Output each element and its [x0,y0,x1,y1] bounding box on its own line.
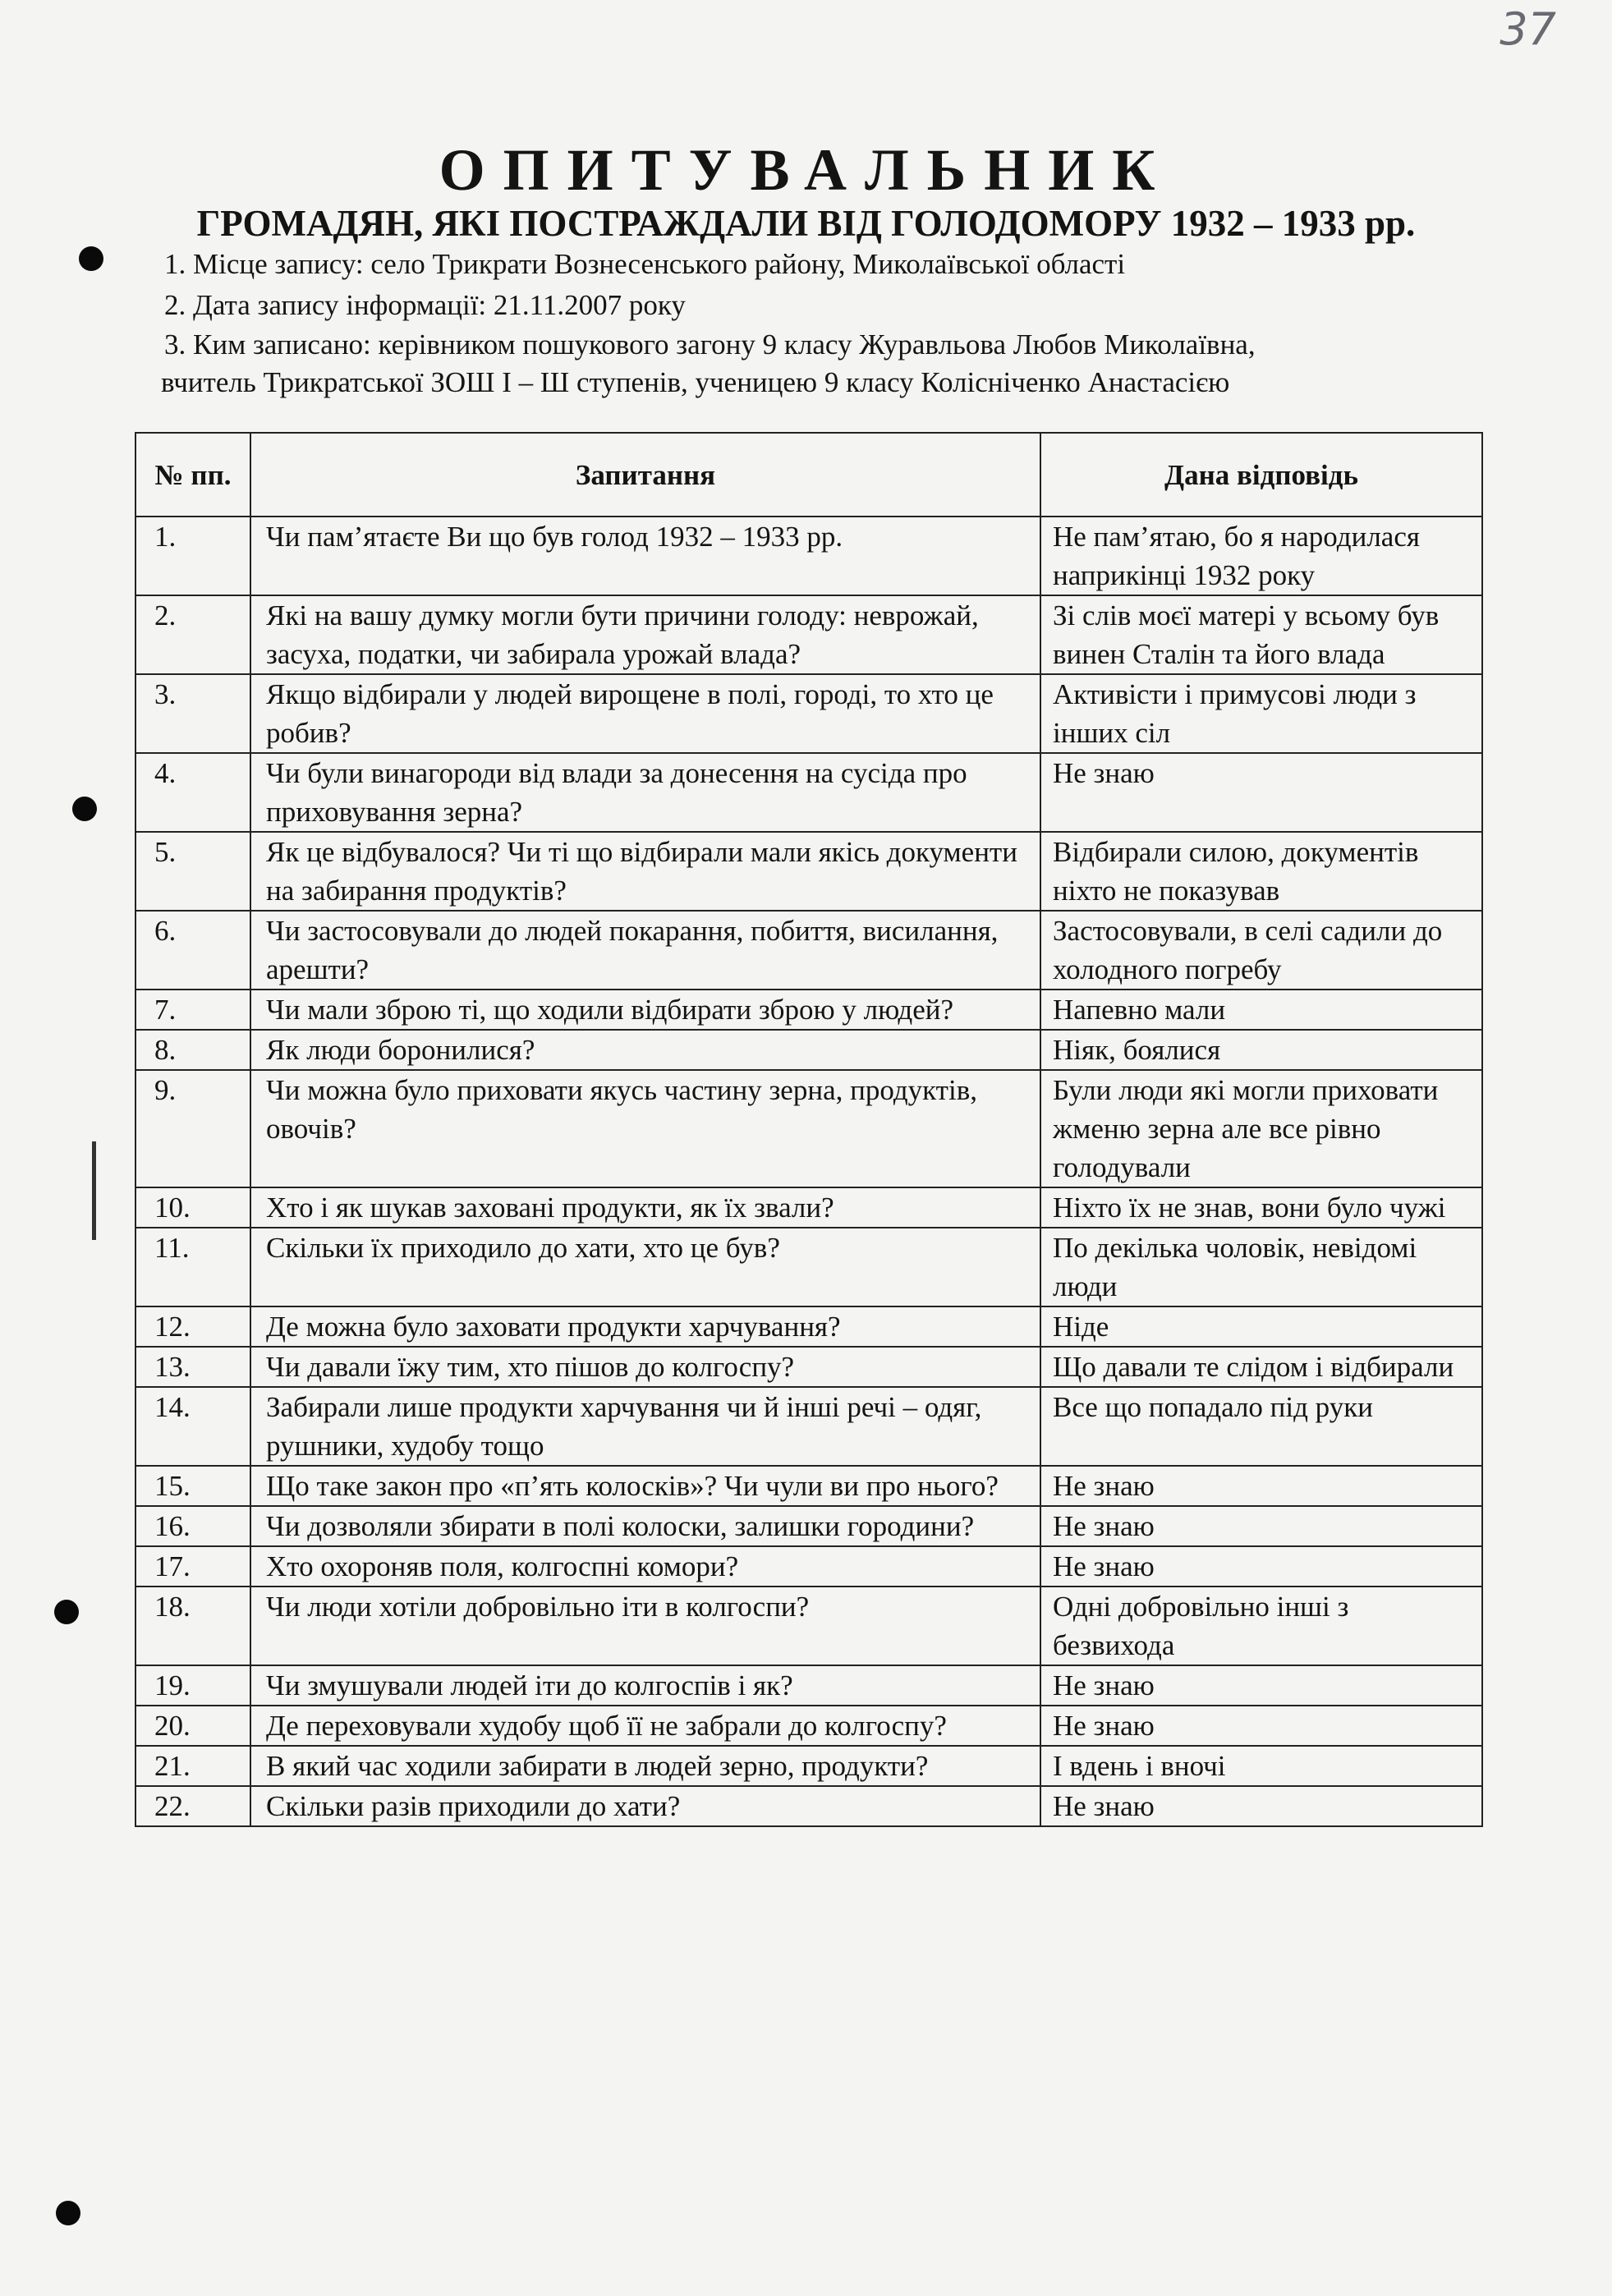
row-number: 12. [135,1306,250,1347]
row-answer: Не знаю [1040,1546,1482,1587]
table-row [135,517,1482,595]
meta-date: 2. Дата запису інформації: 21.11.2007 року [164,289,686,321]
row-question: Забирали лише продукти харчування чи й інші речі – одяг, рушники, худобу тощо [250,1387,1040,1466]
table-row [135,1506,1482,1546]
questionnaire-table [135,432,1483,1827]
row-number: 4. [135,753,250,832]
column-header-question: Запитання [250,433,1040,517]
row-answer: Не знаю [1040,1466,1482,1506]
row-number: 10. [135,1187,250,1228]
document-title: ОПИТУВАЛЬНИК [439,137,1173,203]
row-number: 8. [135,1030,250,1070]
row-number: 3. [135,674,250,753]
row-question: Хто охороняв поля, колгоспні комори? [250,1546,1040,1587]
row-answer: Не знаю [1040,1786,1482,1826]
row-number: 20. [135,1706,250,1746]
row-question: Скільки їх приходило до хати, хто це був? [250,1228,1040,1306]
row-number: 22. [135,1786,250,1826]
meta-author-continued: вчитель Трикратської ЗОШ І – Ш ступенів, ученицею 9 класу Колісніченко Анастасією [161,366,1230,398]
row-answer: Не знаю [1040,1706,1482,1746]
table-row [135,753,1482,832]
table-row [135,1746,1482,1786]
row-answer: Не знаю [1040,1665,1482,1706]
meta-place: 1. Місце запису: село Трикрати Вознесенського району, Миколаївської області [164,248,1126,280]
row-answer: І вдень і вночі [1040,1746,1482,1786]
row-answer: Одні добровільно інші з безвихода [1040,1587,1482,1665]
row-question: Чи дозволяли збирати в полі колоски, залишки городини? [250,1506,1040,1546]
table-row [135,1347,1482,1387]
table-row [135,1706,1482,1746]
table-row [135,1546,1482,1587]
row-question: Чи мали зброю ті, що ходили відбирати зброю у людей? [250,990,1040,1030]
row-number: 19. [135,1665,250,1706]
row-answer: Ніде [1040,1306,1482,1347]
row-question: Чи люди хотіли добровільно іти в колгоспи? [250,1587,1040,1665]
row-question: Якщо відбирали у людей вирощене в полі, городі, то хто це робив? [250,674,1040,753]
row-question: Які на вашу думку могли бути причини голоду: неврожай, засуха, податки, чи забирала урожай влада? [250,595,1040,674]
table-row [135,911,1482,990]
row-number: 21. [135,1746,250,1786]
row-question: Хто і як шукав заховані продукти, як їх звали? [250,1187,1040,1228]
row-question: Чи були винагороди від влади за донесення на сусіда про приховування зерна? [250,753,1040,832]
table-row [135,1587,1482,1665]
column-header-number: № пп. [135,433,250,517]
punch-hole [79,246,103,271]
row-number: 7. [135,990,250,1030]
row-question: Чи пам’ятаєте Ви що був голод 1932 – 1933 рр. [250,517,1040,595]
row-answer: Все що попадало під руки [1040,1387,1482,1466]
row-answer: Що давали те слідом і відбирали [1040,1347,1482,1387]
table-row [135,832,1482,911]
row-number: 17. [135,1546,250,1587]
table-row [135,1665,1482,1706]
table-row [135,1228,1482,1306]
row-answer: Відбирали силою, документів ніхто не показував [1040,832,1482,911]
row-number: 13. [135,1347,250,1387]
table-row [135,1030,1482,1070]
binder-mark [92,1141,96,1240]
row-number: 5. [135,832,250,911]
row-question: Де можна було заховати продукти харчування? [250,1306,1040,1347]
row-number: 15. [135,1466,250,1506]
row-answer: Ніхто їх не знав, вони було чужі [1040,1187,1482,1228]
row-number: 18. [135,1587,250,1665]
row-question: Як це відбувалося? Чи ті що відбирали мали якісь документи на забирання продуктів? [250,832,1040,911]
row-number: 2. [135,595,250,674]
row-question: Де переховували худобу щоб її не забрали до колгоспу? [250,1706,1040,1746]
row-question: В який час ходили забирати в людей зерно, продукти? [250,1746,1040,1786]
row-answer: Не знаю [1040,753,1482,832]
row-number: 14. [135,1387,250,1466]
row-question: Що таке закон про «п’ять колосків»? Чи чули ви про нього? [250,1466,1040,1506]
table-header-row [135,433,1482,517]
table-row [135,1187,1482,1228]
row-question: Чи можна було приховати якусь частину зерна, продуктів, овочів? [250,1070,1040,1187]
row-question: Скільки разів приходили до хати? [250,1786,1040,1826]
table-row [135,674,1482,753]
row-number: 6. [135,911,250,990]
punch-hole [56,2201,80,2225]
row-number: 1. [135,517,250,595]
column-header-answer: Дана відповідь [1040,433,1482,517]
row-answer: По декілька чоловік, невідомі люди [1040,1228,1482,1306]
table-row [135,595,1482,674]
punch-hole [54,1600,79,1624]
row-question: Чи змушували людей іти до колгоспів і як? [250,1665,1040,1706]
document-subtitle: ГРОМАДЯН, ЯКІ ПОСТРАЖДАЛИ ВІД ГОЛОДОМОРУ 1932 – 1933 рр. [196,203,1416,244]
table-row [135,990,1482,1030]
meta-author: 3. Ким записано: керівником пошукового загону 9 класу Журавльова Любов Миколаївна, [164,328,1256,360]
page-number: 37 [1499,3,1556,55]
row-answer: Були люди які могли приховати жменю зерна але все рівно голодували [1040,1070,1482,1187]
table-row [135,1306,1482,1347]
row-number: 9. [135,1070,250,1187]
table-row [135,1466,1482,1506]
row-answer: Застосовували, в селі садили до холодного погребу [1040,911,1482,990]
row-answer: Не пам’ятаю, бо я народилася наприкінці 1932 року [1040,517,1482,595]
row-answer: Ніяк, боялися [1040,1030,1482,1070]
punch-hole [72,797,97,821]
row-number: 16. [135,1506,250,1546]
row-answer: Зі слів моєї матері у всьому був винен Сталін та його влада [1040,595,1482,674]
table-row [135,1786,1482,1826]
table-row [135,1387,1482,1466]
row-answer: Не знаю [1040,1506,1482,1546]
row-question: Як люди боронилися? [250,1030,1040,1070]
row-answer: Активісти і примусові люди з інших сіл [1040,674,1482,753]
row-question: Чи давали їжу тим, хто пішов до колгоспу? [250,1347,1040,1387]
row-answer: Напевно мали [1040,990,1482,1030]
row-number: 11. [135,1228,250,1306]
row-question: Чи застосовували до людей покарання, побиття, висилання, арешти? [250,911,1040,990]
table-row [135,1070,1482,1187]
